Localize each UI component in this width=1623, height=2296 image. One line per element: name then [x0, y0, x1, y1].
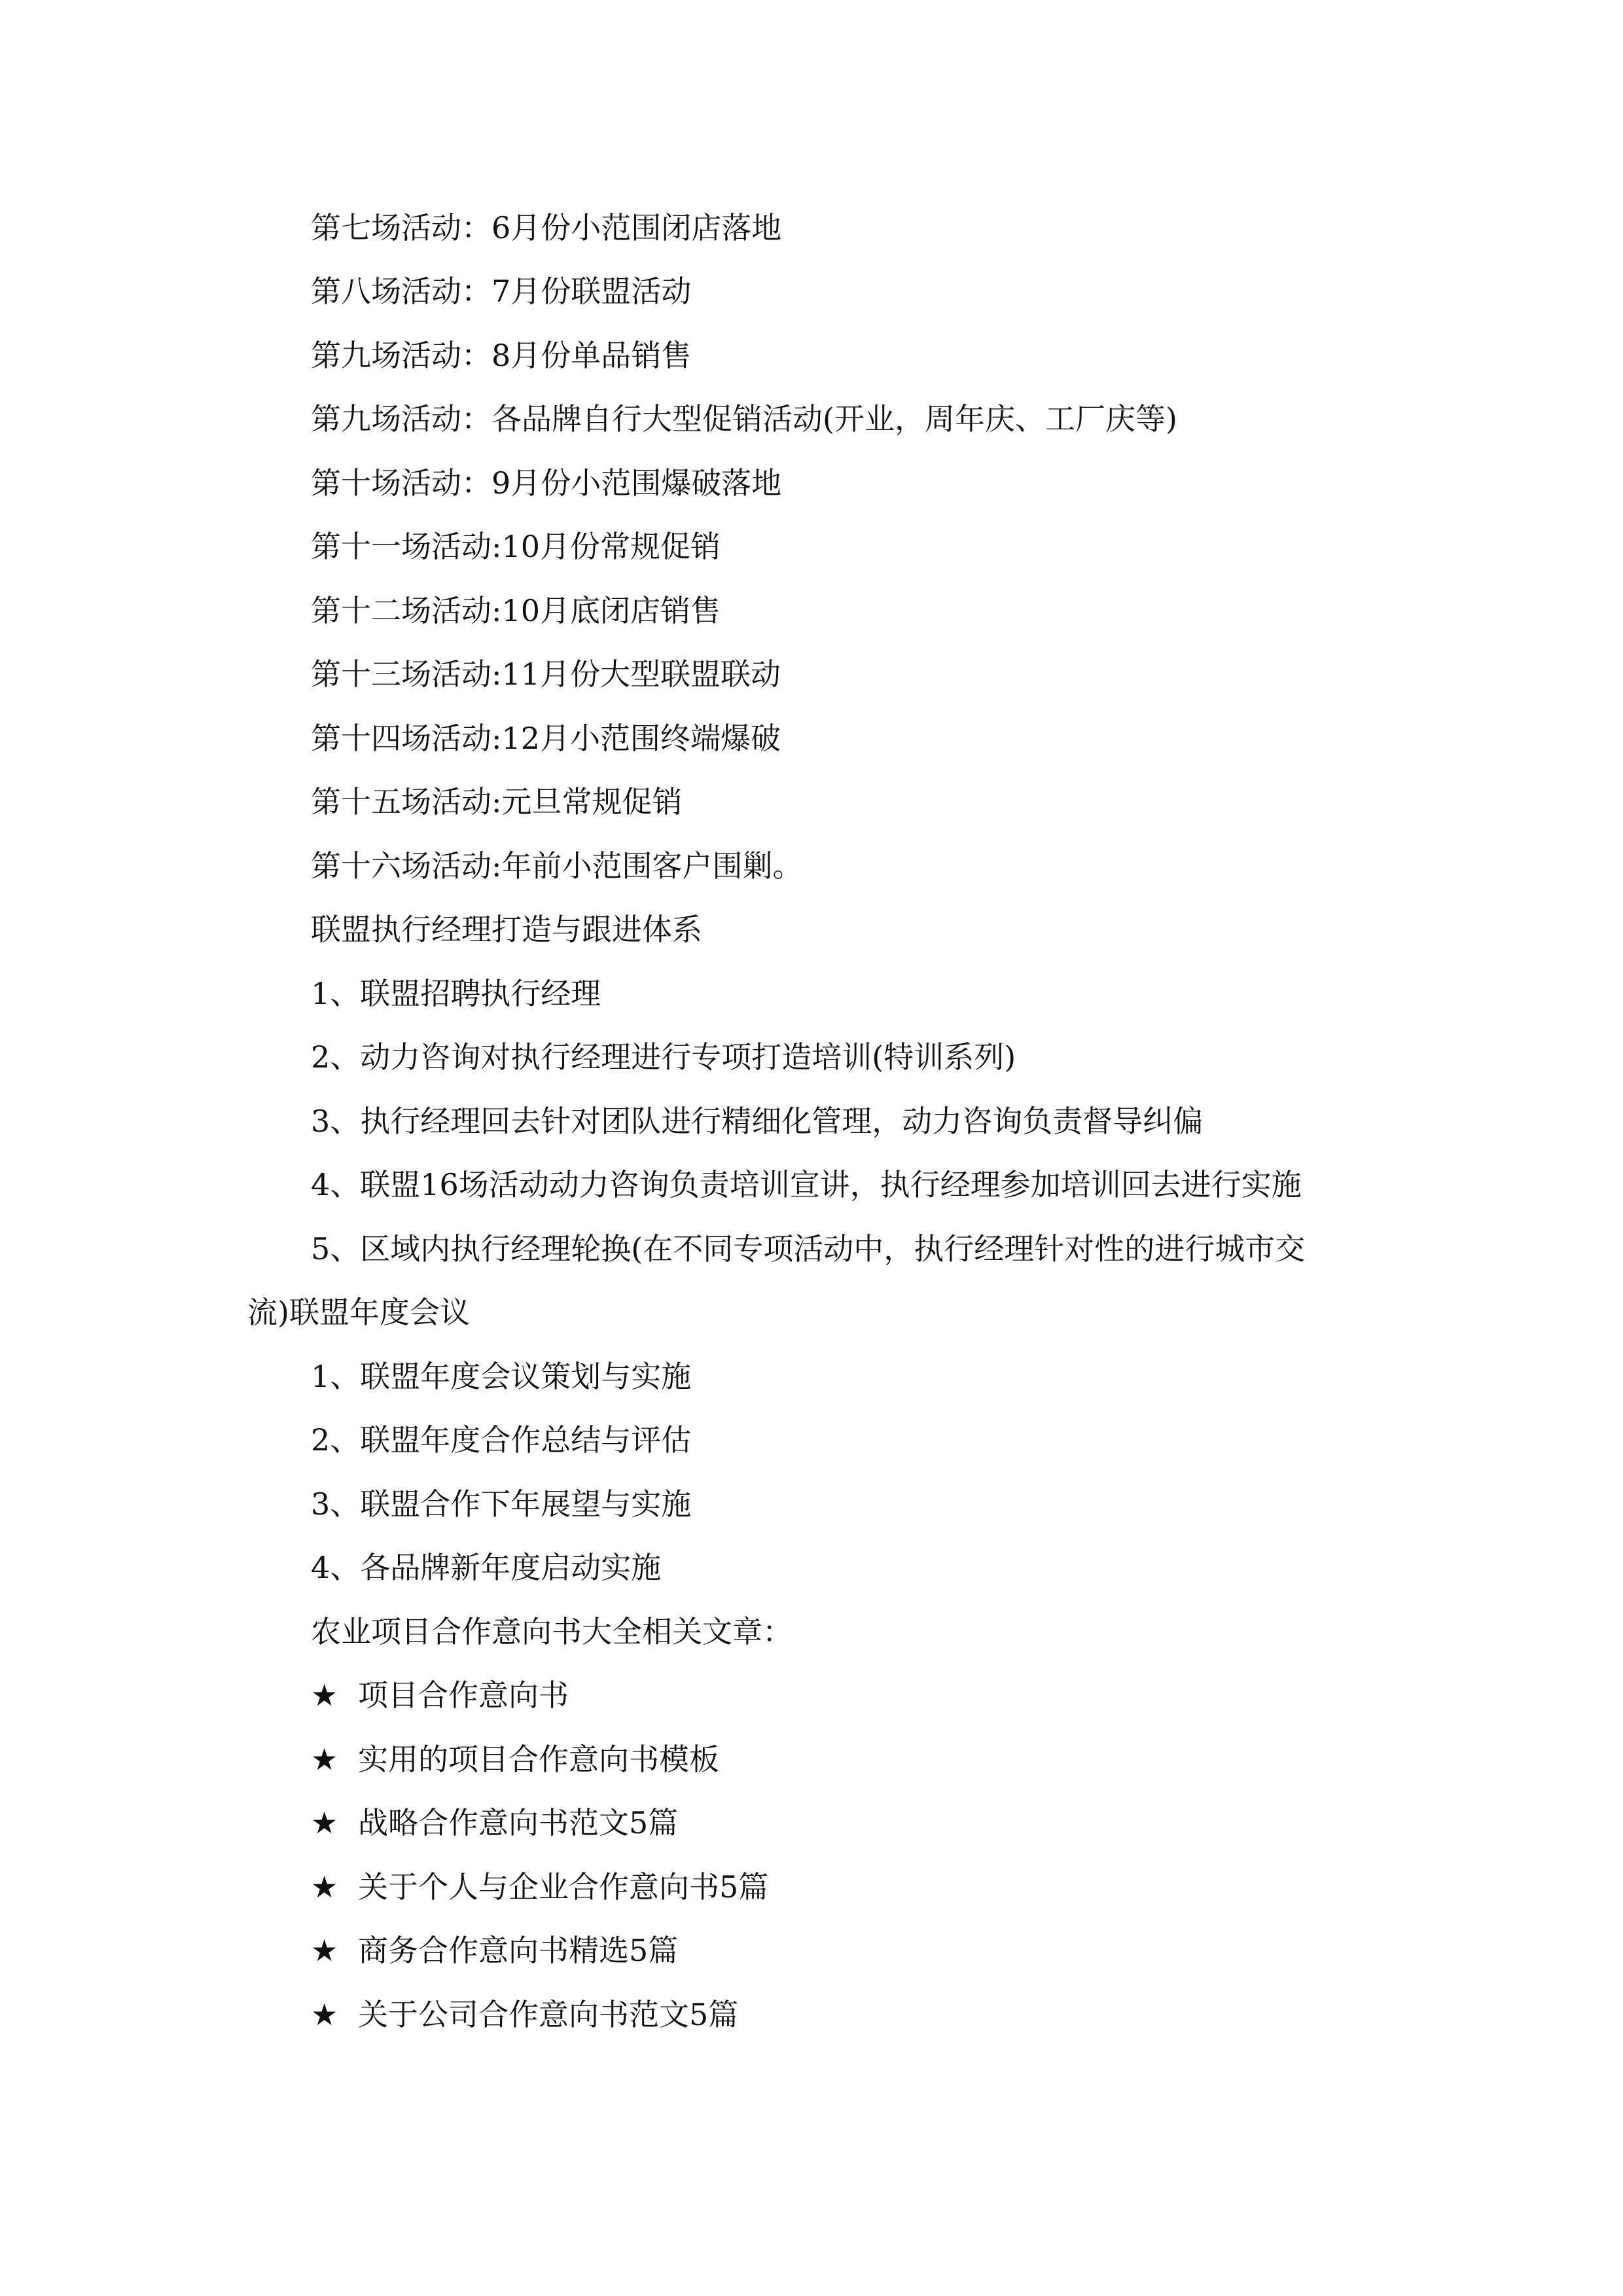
activity-line: 第七场活动：6月份小范围闭店落地 — [311, 210, 782, 245]
activity-line: 第十三场活动:11月份大型联盟联动 — [311, 656, 781, 692]
activity-line: 第九场活动：各品牌自行大型促销活动(开业，周年庆、工厂庆等) — [311, 401, 1177, 437]
star-icon: ★ — [311, 1869, 338, 1905]
star-icon: ★ — [311, 1677, 338, 1713]
activity-line: 第十六场活动:年前小范围客户围剿。 — [311, 848, 803, 884]
related-article-link[interactable] — [311, 1740, 719, 1779]
manager-system-item: 3、执行经理回去针对团队进行精细化管理，动力咨询负责督导纠偏 — [311, 1103, 1204, 1139]
section-heading-manager-system: 联盟执行经理打造与跟进体系 — [311, 912, 702, 947]
activity-line: 第十五场活动:元旦常规促销 — [311, 784, 683, 819]
related-article-title: 战略合作意向书范文5篇 — [358, 1805, 679, 1840]
annual-meeting-item: 1、联盟年度会议策划与实施 — [311, 1359, 692, 1394]
related-article-link[interactable] — [311, 1803, 678, 1842]
related-article-link[interactable] — [311, 1931, 678, 1970]
related-article-link[interactable] — [311, 1867, 768, 1907]
related-article-link[interactable] — [311, 1676, 569, 1715]
manager-system-item: 1、联盟招聘执行经理 — [311, 976, 601, 1011]
manager-system-item: 5、区域内执行经理轮换(在不同专项活动中，执行经理针对性的进行城市交 — [311, 1231, 1306, 1266]
related-article-title: 实用的项目合作意向书模板 — [358, 1742, 719, 1777]
related-article-title: 关于个人与企业合作意向书5篇 — [358, 1869, 769, 1905]
star-icon: ★ — [311, 1933, 338, 1968]
star-icon: ★ — [311, 1997, 338, 2032]
related-article-title: 项目合作意向书 — [358, 1677, 569, 1713]
activity-line: 第十二场活动:10月底闭店销售 — [311, 593, 721, 628]
manager-system-item: 4、联盟16场活动动力咨询负责培训宣讲，执行经理参加培训回去进行实施 — [311, 1167, 1302, 1202]
activity-line: 第八场活动：7月份联盟活动 — [311, 274, 692, 309]
annual-meeting-item: 4、各品牌新年度启动实施 — [311, 1550, 662, 1585]
star-icon: ★ — [311, 1805, 338, 1840]
annual-meeting-item: 2、联盟年度合作总结与评估 — [311, 1422, 692, 1458]
manager-system-item: 2、动力咨询对执行经理进行专项打造培训(特训系列) — [311, 1039, 1016, 1075]
activity-line: 第十场活动：9月份小范围爆破落地 — [311, 465, 782, 501]
related-article-link[interactable] — [311, 1995, 738, 2034]
activity-line: 第九场活动：8月份单品销售 — [311, 338, 692, 373]
related-article-title: 商务合作意向书精选5篇 — [358, 1933, 679, 1968]
activity-line: 第十四场活动:12月小范围终端爆破 — [311, 721, 781, 756]
related-article-title: 关于公司合作意向书范文5篇 — [358, 1997, 739, 2032]
related-articles-heading: 农业项目合作意向书大全相关文章： — [311, 1614, 793, 1649]
activity-line: 第十一场活动:10月份常规促销 — [311, 529, 721, 564]
star-icon: ★ — [311, 1742, 338, 1777]
manager-system-continuation: 流)联盟年度会议 — [247, 1295, 470, 1330]
annual-meeting-item: 3、联盟合作下年展望与实施 — [311, 1486, 692, 1522]
